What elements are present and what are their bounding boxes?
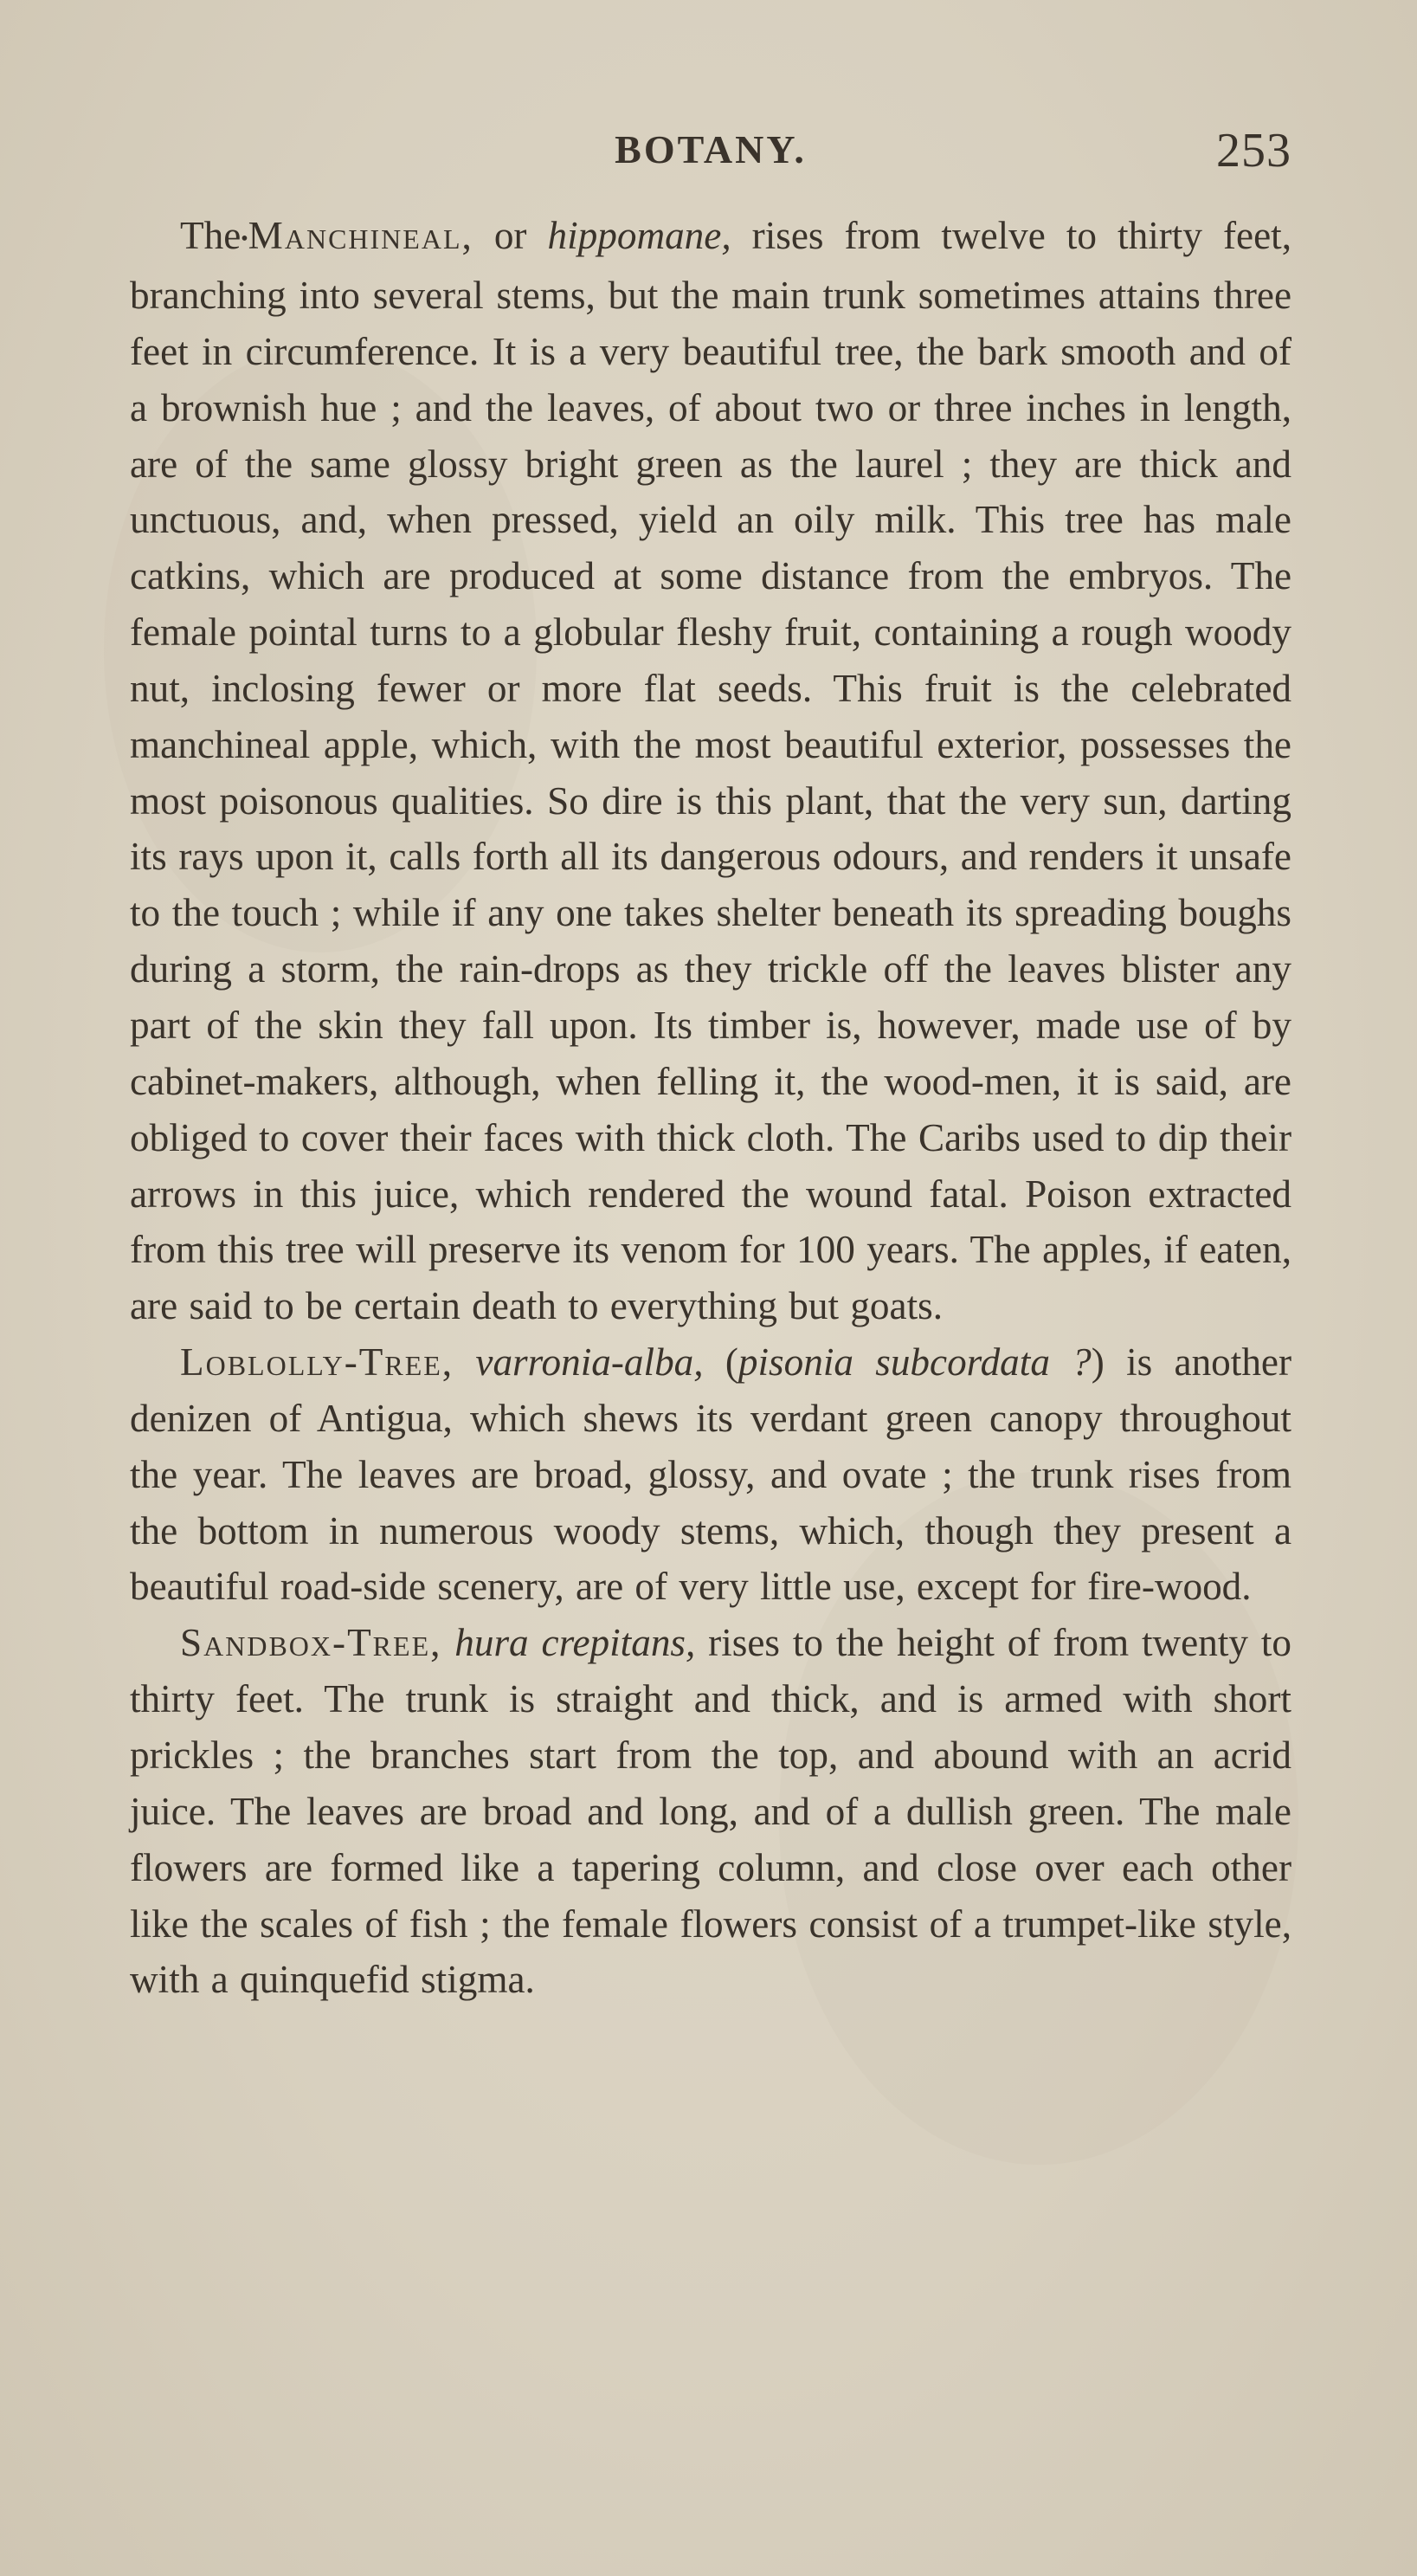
paragraph-head: The bbox=[180, 214, 242, 257]
printer-mark: • bbox=[241, 228, 248, 251]
species-name: Sandbox-Tree, bbox=[180, 1621, 442, 1665]
latin-name-alt: pisonia subcordata ? bbox=[737, 1340, 1092, 1385]
paragraph-text: rises to the height of from twenty to thirty feet. The trunk is straight and thick, and is armed with short prickles ; the branches start from the top, and abound with an acrid juice. The leaves are broad and long, and of a dullish green. The male flowers are formed like a tapering column, and close over each other like the scales of fish ; the female flowers consist of a trumpet-like style, with a quinquefid stigma. bbox=[130, 1621, 1291, 2002]
paragraph-text: rises from twelve to thirty feet, branching into several stems, but the main trunk sometimes attains three feet in circumference. It is a very beautiful tree, the bark smooth and of a brownish hue ; and the leaves, of about two or three inches in length, are of the same glossy bright green as the laurel ; they are thick and unctuous, and, when pressed, yield an oily milk. This tree has male catkins, which are produced at some distance from the embryos. The female pointal turns to a globular fleshy fruit, containing a rough woody nut, inclosing fewer or more flat seeds. This fruit is the celebrated manchineal apple, which, with the most beautiful exterior, possesses the most poisonous qualities. So dire is this plant, that the very sun, darting its rays upon it, calls forth all its dangerous odours, and renders it unsafe to the touch ; while if any one takes shelter beneath its spreading boughs during a storm, the rain-drops as they trickle off the leaves blister any part of the skin they fall upon. Its timber is, however, made use of by cabinet-makers, although, when felling it, the wood-men, it is said, are obliged to cover their faces with thick cloth. The Caribs used to dip their arrows in this juice, which rendered the wound fatal. Poison extracted from this tree will preserve its venom for 100 years. The apples, if eaten, are said to be certain death to everything but goats. bbox=[130, 214, 1291, 1328]
running-head: BOTANY. bbox=[615, 127, 807, 171]
page-header bbox=[130, 123, 1291, 184]
paragraph-sandbox bbox=[130, 1615, 1291, 2008]
latin-name: hippomane, bbox=[547, 214, 731, 257]
latin-name: varronia-alba, bbox=[475, 1340, 704, 1385]
paragraph-text: is another denizen of Antigua, which shews its verdant green canopy throughout the year. The leaves are broad, glossy, and ovate ; the trunk rises from the bottom in numerous woody stems, which, though they present a beautiful road-side scenery, are of very little use, except for fire-wood. bbox=[130, 1340, 1292, 1609]
body-text bbox=[130, 208, 1291, 2008]
page-number: 253 bbox=[1216, 124, 1291, 178]
paragraph-manchineal bbox=[130, 208, 1291, 1334]
paragraph-loblolly bbox=[130, 1334, 1291, 1615]
species-name: Loblolly-Tree, bbox=[180, 1340, 454, 1385]
species-name: Manchineal, bbox=[248, 214, 473, 257]
paren-open: ( bbox=[725, 1340, 738, 1385]
paren-close: ) bbox=[1091, 1340, 1105, 1385]
connector-text: or bbox=[473, 214, 548, 257]
latin-name: hura crepitans, bbox=[454, 1621, 696, 1665]
